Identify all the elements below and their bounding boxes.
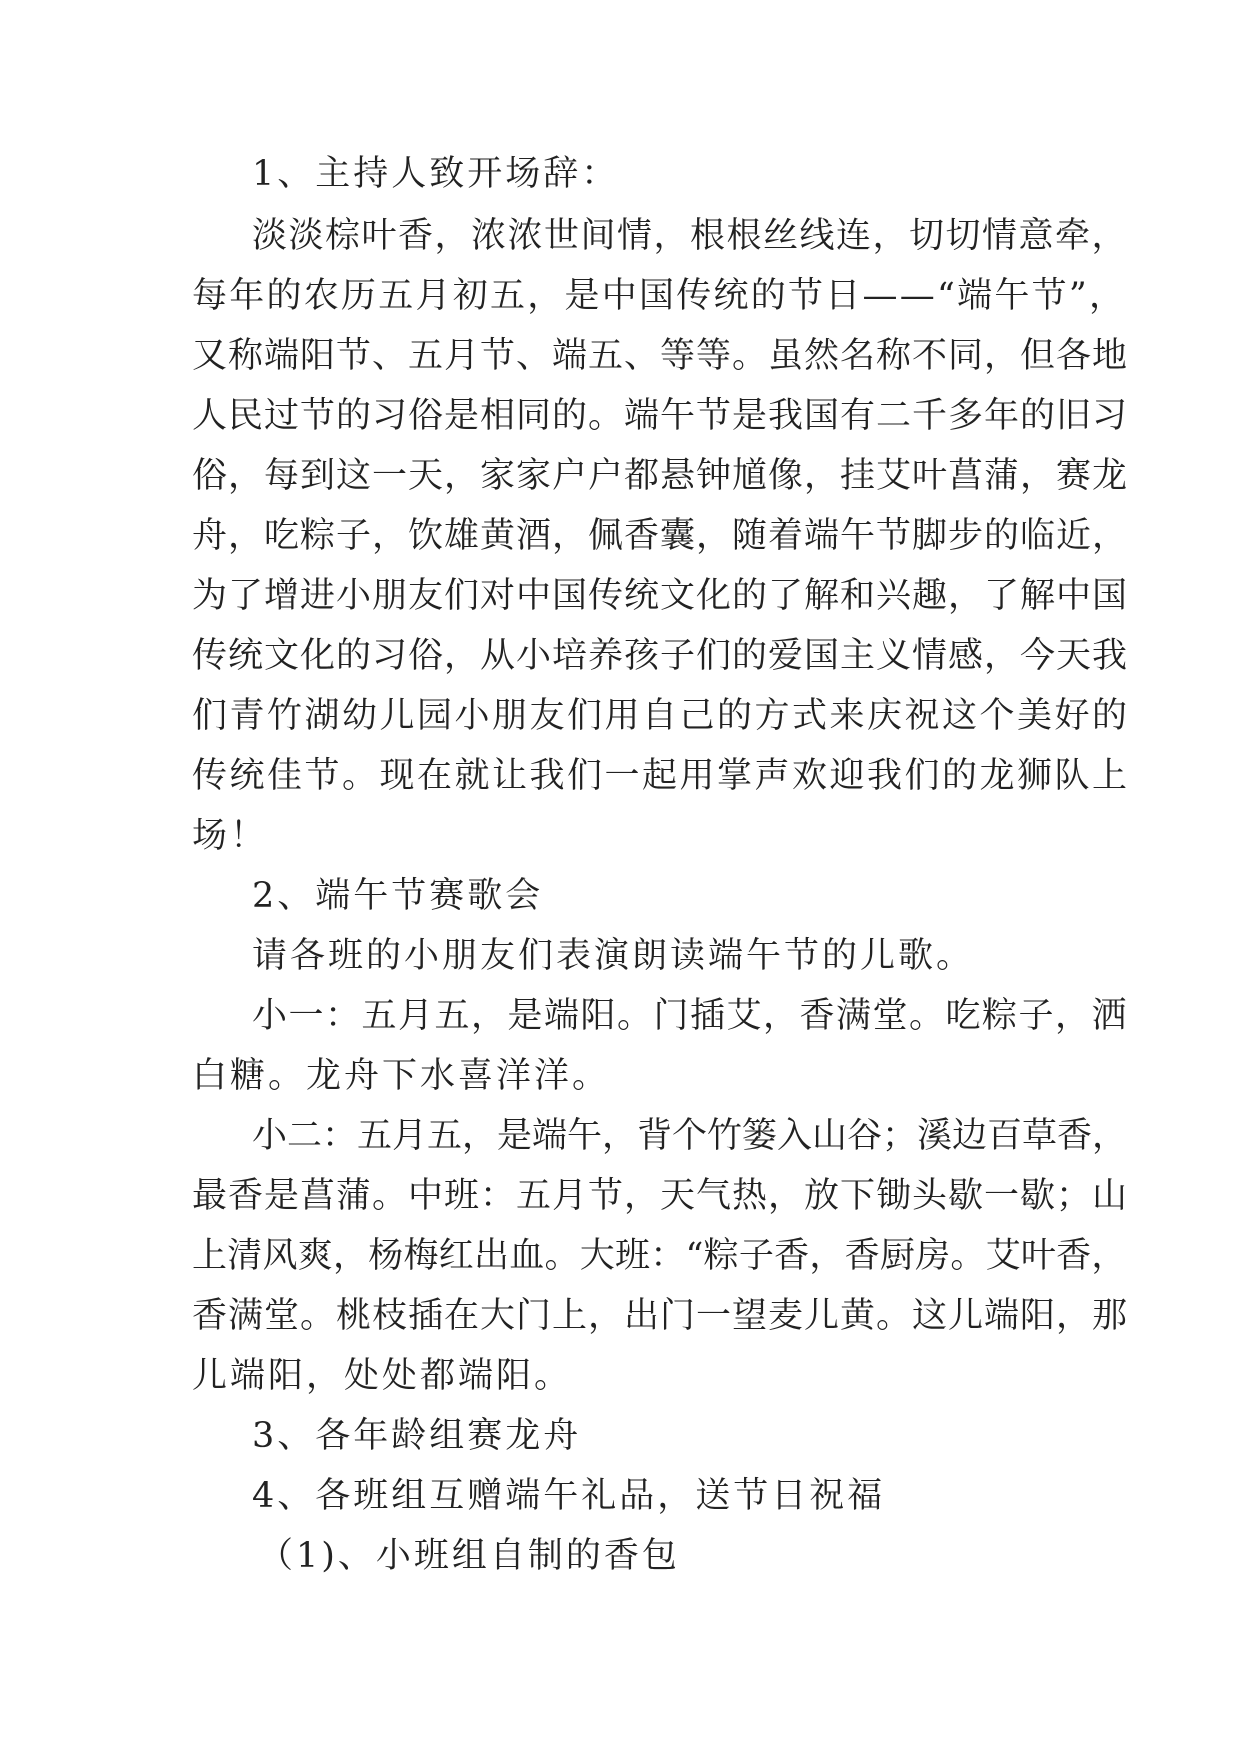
paragraph-line: 小二：五月五，是端午，背个竹篓入山谷；溪边百草香， xyxy=(252,1116,1128,1156)
list-item-sachet: （1)、小班组自制的香包 xyxy=(258,1536,680,1576)
heading-gift-exchange: 4、各班组互赠端午礼品，送节日祝福 xyxy=(252,1476,886,1516)
paragraph-line: 请各班的小朋友们表演朗读端午节的儿歌。 xyxy=(252,936,975,976)
paragraph-line: 每年的农历五月初五，是中国传统的节日——“端午节”， xyxy=(192,276,1127,316)
paragraph-line: 又称端阳节、五月节、端五、等等。虽然名称不同，但各地 xyxy=(192,336,1129,376)
paragraph-line: 儿端阳，处处都端阳。 xyxy=(192,1356,573,1396)
heading-song-contest: 2、端午节赛歌会 xyxy=(252,876,544,916)
paragraph-line: 人民过节的习俗是相同的。端午节是我国有二千多年的旧习 xyxy=(192,396,1129,436)
paragraph-line: 场！ xyxy=(192,816,269,856)
paragraph-line: 淡淡棕叶香，浓浓世间情，根根丝线连，切切情意牵， xyxy=(252,216,1129,256)
paragraph-line: 为了增进小朋友们对中国传统文化的了解和兴趣，了解中国 xyxy=(192,576,1129,616)
paragraph-line: 们青竹湖幼儿园小朋友们用自己的方式来庆祝这个美好的 xyxy=(192,696,1130,736)
paragraph-line: 香满堂。桃枝插在大门上，出门一望麦儿黄。这儿端阳，那 xyxy=(192,1296,1129,1336)
paragraph-line: 白糖。龙舟下水喜洋洋。 xyxy=(192,1056,611,1096)
paragraph-line: 传统佳节。现在就让我们一起用掌声欢迎我们的龙狮队上 xyxy=(192,756,1130,796)
paragraph-line: 最香是菖蒲。中班：五月节，天气热，放下锄头歇一歇；山 xyxy=(192,1176,1129,1216)
paragraph-line: 小一：五月五，是端阳。门插艾，香满堂。吃粽子，洒 xyxy=(252,996,1129,1036)
paragraph-line: 上清风爽，杨梅红出血。大班：“粽子香，香厨房。艾叶香， xyxy=(192,1236,1127,1276)
paragraph-line: 舟，吃粽子，饮雄黄酒，佩香囊，随着端午节脚步的临近， xyxy=(192,516,1129,556)
heading-dragon-boat: 3、各年龄组赛龙舟 xyxy=(252,1416,582,1456)
paragraph-line: 传统文化的习俗，从小培养孩子们的爱国主义情感，今天我 xyxy=(192,636,1129,676)
paragraph-line: 俗，每到这一天，家家户户都悬钟馗像，挂艾叶菖蒲，赛龙 xyxy=(192,456,1129,496)
heading-opening-speech: 1、主持人致开场辞： xyxy=(252,154,620,194)
